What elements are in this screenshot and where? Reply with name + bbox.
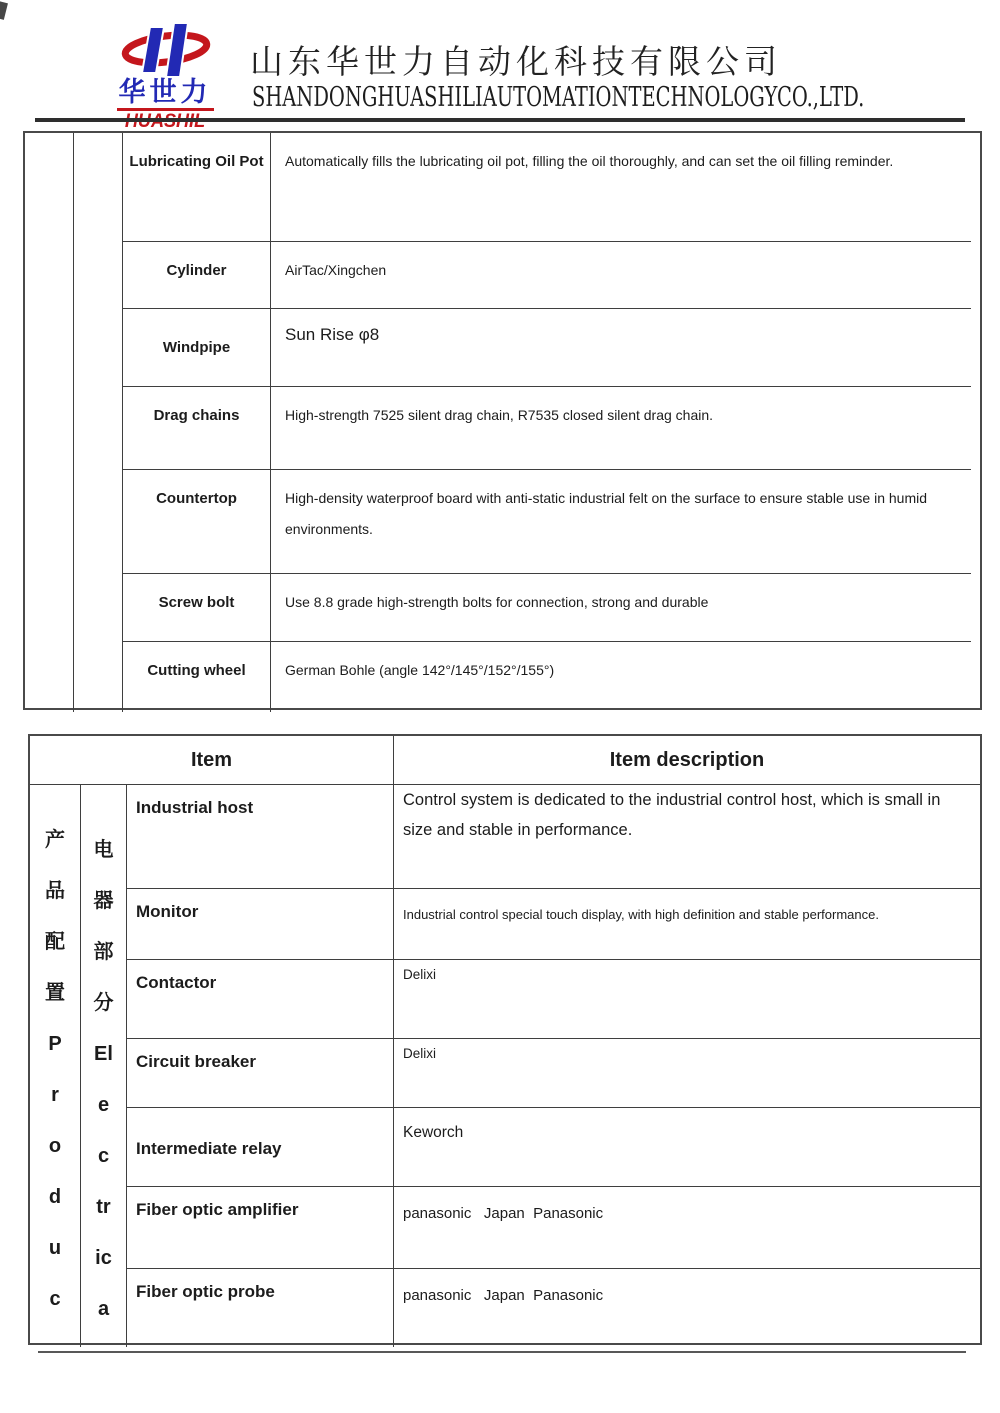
- vertical-char: c: [49, 1288, 61, 1310]
- vertical-char: 置: [45, 982, 65, 1004]
- vertical-char: 部: [93, 941, 114, 963]
- description-text: Industrial control special touch display, with high definition and stable performance.: [403, 907, 879, 922]
- spec-empty-column-2: [74, 133, 123, 712]
- vertical-char: c: [97, 1145, 110, 1167]
- vertical-char: u: [48, 1237, 62, 1259]
- spec-row-description: High-density waterproof board with anti-static industrial felt on the surface to ensure stable use in humid environments.: [271, 470, 971, 574]
- config-row-label: Fiber optic probe: [127, 1269, 394, 1347]
- spec-row-description: High-strength 7525 silent drag chain, R7535 closed silent drag chain.: [271, 387, 971, 470]
- spec-row-label: Cutting wheel: [123, 642, 271, 712]
- config-row-description: [394, 1039, 980, 1108]
- spec-row-description: Automatically fills the lubricating oil pot, filling the oil thoroughly, and can set the oil filling reminder.: [271, 133, 971, 242]
- vertical-char: 配: [45, 931, 65, 953]
- vertical-char: e: [97, 1094, 110, 1116]
- spec-row-label: Screw bolt: [123, 574, 271, 642]
- config-row-description: [394, 889, 980, 960]
- spec-table: [23, 131, 982, 710]
- config-row-description: [394, 785, 980, 889]
- spec-row-description: AirTac/Xingchen: [271, 242, 971, 309]
- spec-row-label: Windpipe: [123, 309, 271, 387]
- config-row-label: Fiber optic amplifier: [127, 1187, 394, 1269]
- description-text: Delixi: [403, 967, 437, 982]
- config-row-description: [394, 960, 980, 1039]
- description-text: panasonic Japan Panasonic: [403, 1287, 604, 1304]
- spec-row-description: German Bohle (angle 142°/145°/152°/155°): [285, 662, 555, 678]
- description-text: Keworch: [403, 1124, 464, 1141]
- vertical-char: 分: [93, 992, 114, 1014]
- config-row-label: Contactor: [127, 960, 394, 1039]
- company-logo: [112, 22, 218, 131]
- vertical-char: 器: [93, 890, 114, 912]
- header-divider-line: [35, 118, 965, 122]
- spec-empty-column-1: [25, 133, 74, 712]
- spec-row-label: Lubricating Oil Pot: [123, 133, 271, 242]
- vertical-char: 品: [45, 880, 65, 902]
- config-row-label: Intermediate relay: [127, 1108, 394, 1187]
- company-name-chinese: 山东华世力自动化科技有限公司: [250, 42, 782, 81]
- config-row-description: [394, 1187, 980, 1269]
- vertical-char: tr: [96, 1196, 111, 1218]
- description-text: panasonic Japan Panasonic: [403, 1205, 604, 1222]
- config-row-description: [394, 1108, 980, 1187]
- huashil-logo-icon: [115, 22, 215, 78]
- scan-artifact-mark: [0, 1, 8, 20]
- config-row-description: [394, 1269, 980, 1347]
- description-text: Control system is dedicated to the industrial control host, which is small in size and stable in performance.: [403, 791, 945, 839]
- vertical-char: 电: [93, 839, 114, 861]
- config-row-label: Industrial host: [127, 785, 394, 889]
- vertical-char: ic: [95, 1247, 112, 1269]
- config-header-item: Item: [30, 736, 394, 785]
- config-category-column-product: [30, 785, 81, 1347]
- config-header-item-description: Item description: [394, 736, 980, 785]
- vertical-char: r: [51, 1084, 59, 1106]
- footer-divider-line: [38, 1351, 966, 1353]
- spec-row-label: Cylinder: [123, 242, 271, 309]
- logo-chinese-text: 华世力: [117, 79, 214, 111]
- vertical-char: a: [97, 1298, 110, 1320]
- spec-row-label: Countertop: [123, 470, 271, 574]
- vertical-char: El: [94, 1043, 113, 1065]
- company-name-english: SHANDONGHUASHILIAUTOMATIONTECHNOLOGYCO.,LTD.: [252, 82, 865, 113]
- description-text: Delixi: [403, 1046, 437, 1061]
- config-row-label: Circuit breaker: [127, 1039, 394, 1108]
- spec-row-description: Use 8.8 grade high-strength bolts for connection, strong and durable: [271, 574, 971, 642]
- vertical-char: d: [48, 1186, 62, 1208]
- vertical-char: P: [48, 1033, 62, 1055]
- spec-row-description: Sun Rise φ8: [271, 309, 971, 387]
- spec-row-label: Drag chains: [123, 387, 271, 470]
- config-row-label: Monitor: [127, 889, 394, 960]
- vertical-char: o: [48, 1135, 62, 1157]
- logo-latin-text: HUASHIL: [124, 111, 206, 132]
- config-table: [28, 734, 982, 1345]
- vertical-char: 产: [45, 829, 65, 851]
- config-section-column-electrical: [81, 785, 127, 1347]
